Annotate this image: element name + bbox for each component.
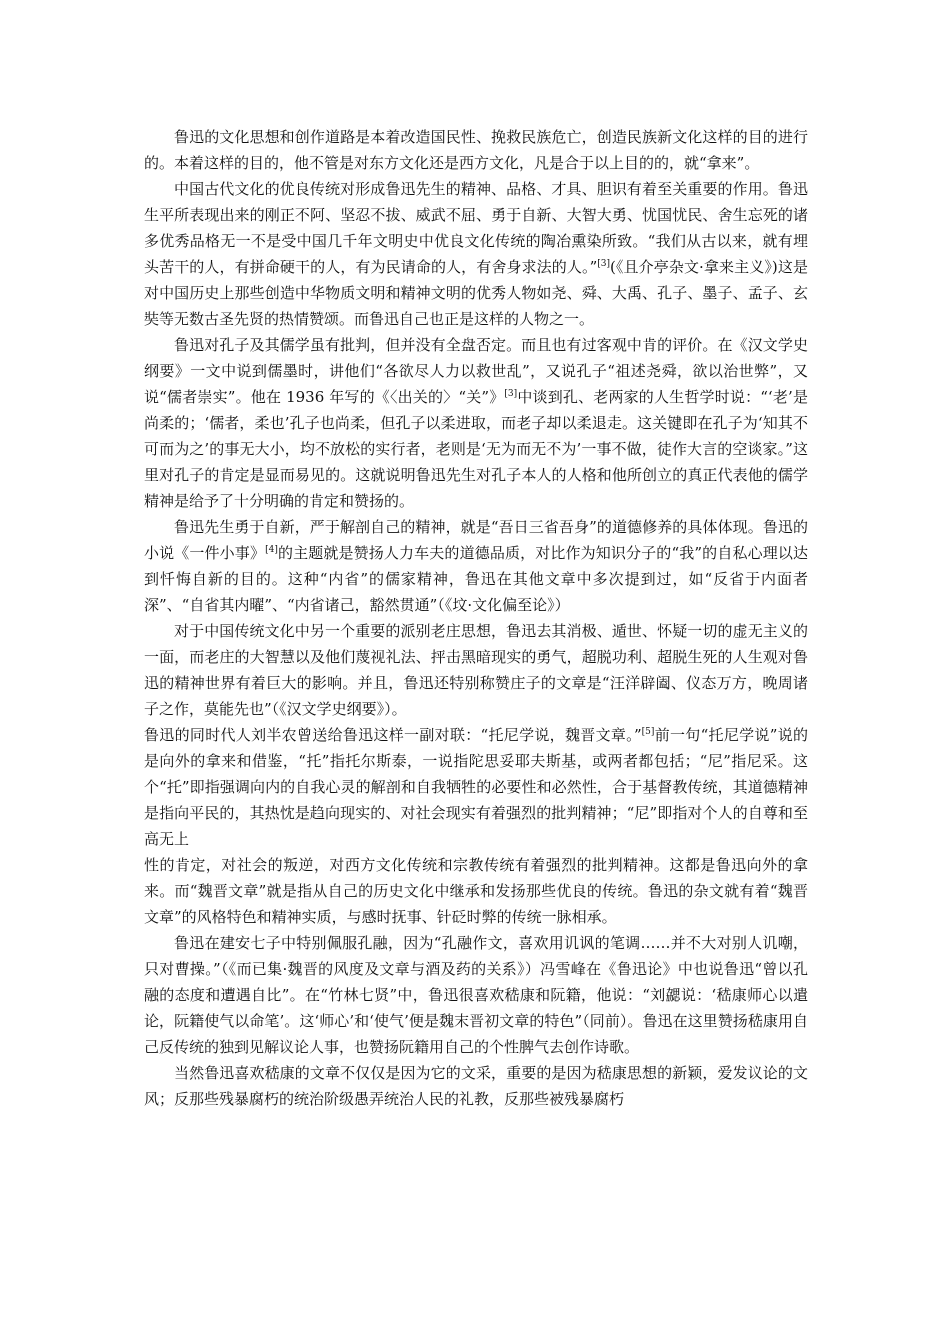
paragraph-text: 性的肯定，对社会的叛逆，对西方文化传统和宗教传统有着强烈的批判精神。这都是鲁迅向外的拿来。而“魏晋文章”就是指从自己的历史文化中继承和发扬那些优良的传统。鲁迅的杂文就有着“魏晋文章”的风格特色和精神实质，与感时抚事、针砭时弊的传统一脉相承。 <box>144 856 808 926</box>
paragraph-text: 的主题就是赞扬人力车夫的道德品质，对比作为知识分子的“我”的自私心理以达到忏悔自新的目的。这种“内省”的儒家精神，鲁迅在其他文章中多次提到过，如“反省于内面者深”、“自省其内曜”、“内省诸己，豁然贯通”（《坟·文化偏至论》） <box>144 544 808 614</box>
paragraph-4 <box>144 514 808 618</box>
paragraph-text: 鲁迅先生勇于自新，严于解剖自己的精神，就是“吾日三省吾身”的道德修养的具体体现。鲁迅的小说《一件小事》 <box>144 518 808 562</box>
paragraph-text: 中谈到孔、老两家的人生哲学时说：“‘老’是尚柔的；‘儒者，柔也’孔子也尚柔，但孔子以柔进取，而老子却以柔退走。这关键即在孔子为‘知其不可而为之’的事无大小，均不放松的实行者，老则是‘无为而无不为’一事不做，徒作大言的空谈家。”这里对孔子的肯定是显而易见的。这就说明鲁迅先生对孔子本人的人格和他所创立的真正代表他的儒学精神是给予了十分明确的肯定和赞扬的。 <box>144 388 808 510</box>
paragraph-1 <box>144 124 808 176</box>
paragraph-text: 鲁迅对孔子及其儒学虽有批判，但并没有全盘否定。而且也有过客观中肯的评价。在《汉文学史纲要》一文中说到儒墨时，讲他们“各欲尽人力以救世乱”，又说孔子“祖述尧舜，欲以治世弊”，又说“儒者崇实”。他在 1936 年写的《〈出关的〉“关”》 <box>144 336 808 406</box>
paragraph-text: 前一句“托尼学说”说的是向外的拿来和借鉴，“托”指托尔斯泰，一说指陀思妥耶夫斯基，或两者都包括；“尼”指尼采。这个“托”即指强调向内的自我心灵的解剖和自我牺牲的必要性和必然性，合于基督教传统，其道德精神是指向平民的，其热忱是趋向现实的、对社会现实有着强烈的批判精神；“尼”即指对个人的自尊和至高无上 <box>144 726 808 848</box>
paragraph-text: (《且介亭杂文·拿来主义》)这是对中国历史上那些创造中华物质文明和精神文明的优秀人物如尧、舜、大禹、孔子、墨子、孟子、玄奘等无数古圣先贤的热情赞颂。而鲁迅自己也正是这样的人物之一。 <box>144 258 808 328</box>
paragraph-text: 当然鲁迅喜欢嵇康的文章不仅仅是因为它的文采，重要的是因为嵇康思想的新颖，爱发议论的文风；反那些残暴腐朽的统治阶级愚弄统治人民的礼教，反那些被残暴腐朽 <box>144 1064 808 1108</box>
paragraph-6 <box>144 722 808 852</box>
paragraph-text: 中国古代文化的优良传统对形成鲁迅先生的精神、品格、才具、胆识有着至关重要的作用。鲁迅生平所表现出来的刚正不阿、坚忍不拔、威武不屈、勇于自新、大智大勇、忧国忧民、舍生忘死的诸多优秀品格无一不是受中国几千年文明史中优良文化传统的陶冶熏染所致。“我们从古以来，就有埋头苦干的人，有拼命硬干的人，有为民请命的人，有舍身求法的人。” <box>144 180 808 276</box>
paragraph-text: 鲁迅在建安七子中特别佩服孔融，因为“孔融作文，喜欢用讥讽的笔调……并不大对别人讥嘲，只对曹操。”（《而已集·魏晋的风度及文章与酒及药的关系》）冯雪峰在《鲁迅论》中也说鲁迅“曾以孔融的态度和遭遇自比”。在“竹林七贤”中，鲁迅很喜欢嵇康和阮籍，他说：“刘勰说：‘嵇康师心以遣论，阮籍使气以命笔’。这‘师心’和‘使气’便是魏末晋初文章的特色”（同前）。鲁迅在这里赞扬嵇康用自己反传统的独到见解议论人事，也赞扬阮籍用自己的个性脾气去创作诗歌。 <box>144 934 808 1056</box>
citation-marker: [5] <box>641 727 655 737</box>
paragraph-3 <box>144 332 808 514</box>
paragraph-9 <box>144 1060 808 1112</box>
paragraph-text: 鲁迅的同时代人刘半农曾送给鲁迅这样一副对联：“托尼学说，魏晋文章。” <box>144 726 642 744</box>
citation-marker: [4] <box>265 545 278 555</box>
citation-marker: [3] <box>504 389 518 399</box>
paragraph-8 <box>144 930 808 1060</box>
paragraph-text: 对于中国传统文化中另一个重要的派别老庄思想，鲁迅去其消极、遁世、怀疑一切的虚无主义的一面，而老庄的大智慧以及他们蔑视礼法、抨击黑暗现实的勇气，超脱功利、超脱生死的人生观对鲁迅的精神世界有着巨大的影响。并且，鲁迅还特别称赞庄子的文章是“汪洋辟阖、仪态万方，晚周诸子之作，莫能先也”（《汉文学史纲要》）。 <box>144 622 808 718</box>
document-page <box>144 124 808 1112</box>
paragraph-2 <box>144 176 808 332</box>
paragraph-7 <box>144 852 808 930</box>
citation-marker: [3] <box>597 259 610 269</box>
paragraph-5 <box>144 618 808 722</box>
paragraph-text: 鲁迅的文化思想和创作道路是本着改造国民性、挽救民族危亡，创造民族新文化这样的目的进行的。本着这样的目的，他不管是对东方文化还是西方文化，凡是合于以上目的的，就“拿来”。 <box>144 128 808 172</box>
